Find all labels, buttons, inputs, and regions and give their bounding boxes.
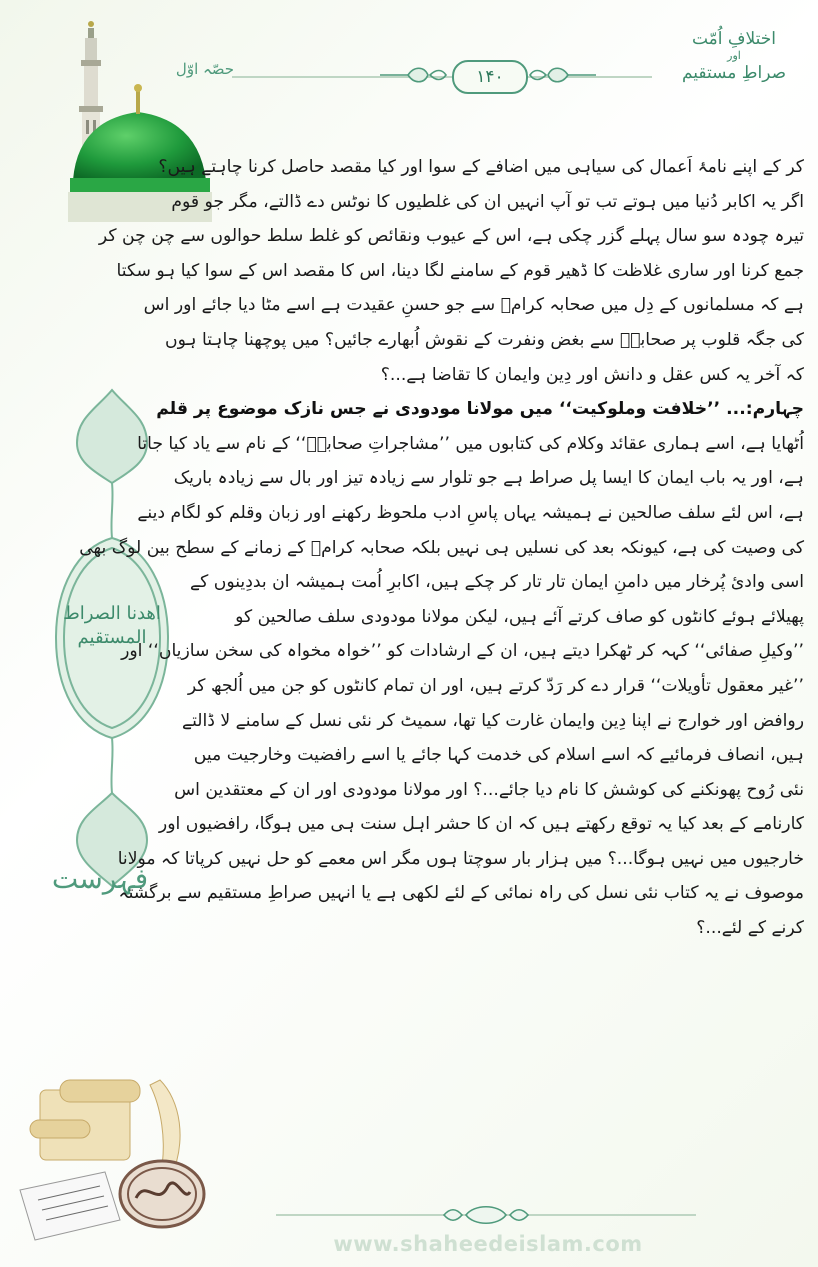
text-line: کی وصیت کی ہے، کیونکہ بعد کی نسلیں ہی نہیں بلکہ صحابہ کرامؓ کے زمانے کے سطح بین لوگ بھی: [79, 537, 804, 558]
text-line: ’’غیر معقول تأویلات‘‘ قرار دے کر رَدّ کرتے ہیں، اور ان تمام کانٹوں کو جن میں اُلجھ کر: [187, 675, 804, 696]
text-line: اگر یہ اکابر دُنیا میں ہوتے تب تو آپ انہیں ان کی غلطیوں کا نوٹس دے ڈالتے، مگر جو قوم: [171, 191, 804, 212]
page-number: ۱۴۰: [452, 60, 528, 94]
text-line: ہیں، انصاف فرمائیے کہ اسے اسلام کی خدمت کہا جائے یا اسے رافضیت وخارجیت میں: [193, 745, 804, 766]
header-ornament-right: [528, 64, 598, 86]
text-line: جمع کرنا اور ساری غلاظت کا ڈھیر قوم کے سامنے لگا دینا، اس کا مقصد اس کے سوا کیا ہو سکتا: [116, 260, 804, 281]
text-line: کرنے کے لئے...؟: [696, 918, 804, 939]
text-line: ہے، اور یہ باب ایمان کا ایسا پل صراط ہے جو تلوار سے زیادہ تیز اور بال سے زیادہ باریک: [173, 468, 804, 489]
book-title-line1: اختلافِ اُمّت: [691, 29, 777, 49]
ornament-label: اهدنا الصراط المستقیم: [63, 603, 161, 648]
text-line: پھیلائے ہوئے کانٹوں کو صاف کرتے آئے ہیں، لیکن مولانا مودودی سلف صالحین کو: [235, 606, 804, 627]
index-link[interactable]: فہرست: [51, 862, 149, 895]
section-lead-line: چہارم:... ’’خلافت وملوکیت‘‘ میں مولانا مودودی نے جس نازک موضوع پر قلم: [156, 399, 804, 420]
text-line: خارجیوں میں نہیں ہوگا...؟ میں ہزار بار سوچتا ہوں مگر اس معمے کو حل نہیں کرپاتا کہ مولانا: [117, 848, 804, 869]
text-line: ہے کہ مسلمانوں کے دِل میں صحابہ کرامؓ سے جو حسنِ عقیدت ہے اسے مٹا دیا جائے اور اس: [143, 295, 804, 316]
text-line: ’’وکیلِ صفائی‘‘ کہہ کر ٹھکرا دیتے ہیں، ان کے ارشادات کو ’’خواہ مخواہ کی سخن سازیاں‘‘ اور: [121, 641, 804, 662]
text-line: ہے، اس لئے سلف صالحین نے ہمیشہ یہاں پاسِ ادب ملحوظ رکھنے اور زبان وقلم کو لگام دینے: [137, 502, 804, 523]
text-line: نئی رُوح پھونکنے کی کوشش کا نام دیا جائے...؟ اور مولانا مودودی اور ان کے معتقدین اس: [174, 779, 804, 800]
signature-stamp: [118, 1158, 206, 1230]
book-title-line3: صراطِ مستقیم: [681, 63, 787, 83]
book-title: [664, 28, 804, 84]
text-line: موصوف نے یہ کتاب نئی نسل کی راہ نمائی کے لئے لکھی ہے یا انہیں صراطِ مستقیم سے برگشتہ: [118, 883, 804, 904]
text-line: اُٹھایا ہے، اسے ہماری عقائد وکلام کی کتابوں میں ’’مشاجراتِ صحابہؓ‘‘ کے نام سے یاد کیا جاتا: [137, 433, 804, 454]
text-line: کارنامے کے بعد کیا یہ توقع رکھتے ہیں کہ ان کا حشر اہل سنت ہی میں ہوگا، رافضیوں اور: [158, 814, 804, 835]
text-line: روافض اور خوارج نے اپنا دِین وایمان غارت کیا تھا، سمیٹ کر نئی نسل کے سامنے لا ڈالتے: [182, 710, 804, 731]
header-ornament-left: [378, 64, 448, 86]
footer-ornament: [440, 1202, 532, 1228]
text-line: کی جگہ قلوب پر صحابہؓ سے بغض ونفرت کے نقوش اُبھارے جائیں؟ میں پوچھنا چاہتا ہوں: [164, 329, 804, 350]
text-line: کہ آخر یہ کس عقل و دانش اور دِین وایمان کا تقاضا ہے...؟: [380, 364, 804, 385]
text-line: تیرہ چودہ سو سال پہلے گزر چکی ہے، اس کے عیوب ونقائص کو غلط سلط حوالوں سے چن چن کر: [98, 226, 804, 247]
website-url[interactable]: www.shaheedeislam.com: [333, 1232, 643, 1256]
text-line: اسی وادیٔ پُرخار میں دامنِ ایمان تار تار کر چکے ہیں، اکابرِ اُمت ہمیشہ ان بددِینوں کے: [190, 572, 804, 593]
book-title-line2: اور: [727, 49, 741, 62]
text-line: کر کے اپنے نامۂ اَعمال کی سیاہی میں اضافے کے سوا اور کیا مقصد حاصل کرنا چاہتے ہیں؟: [158, 157, 804, 177]
part-label: حصّہ اوّل: [175, 60, 235, 78]
